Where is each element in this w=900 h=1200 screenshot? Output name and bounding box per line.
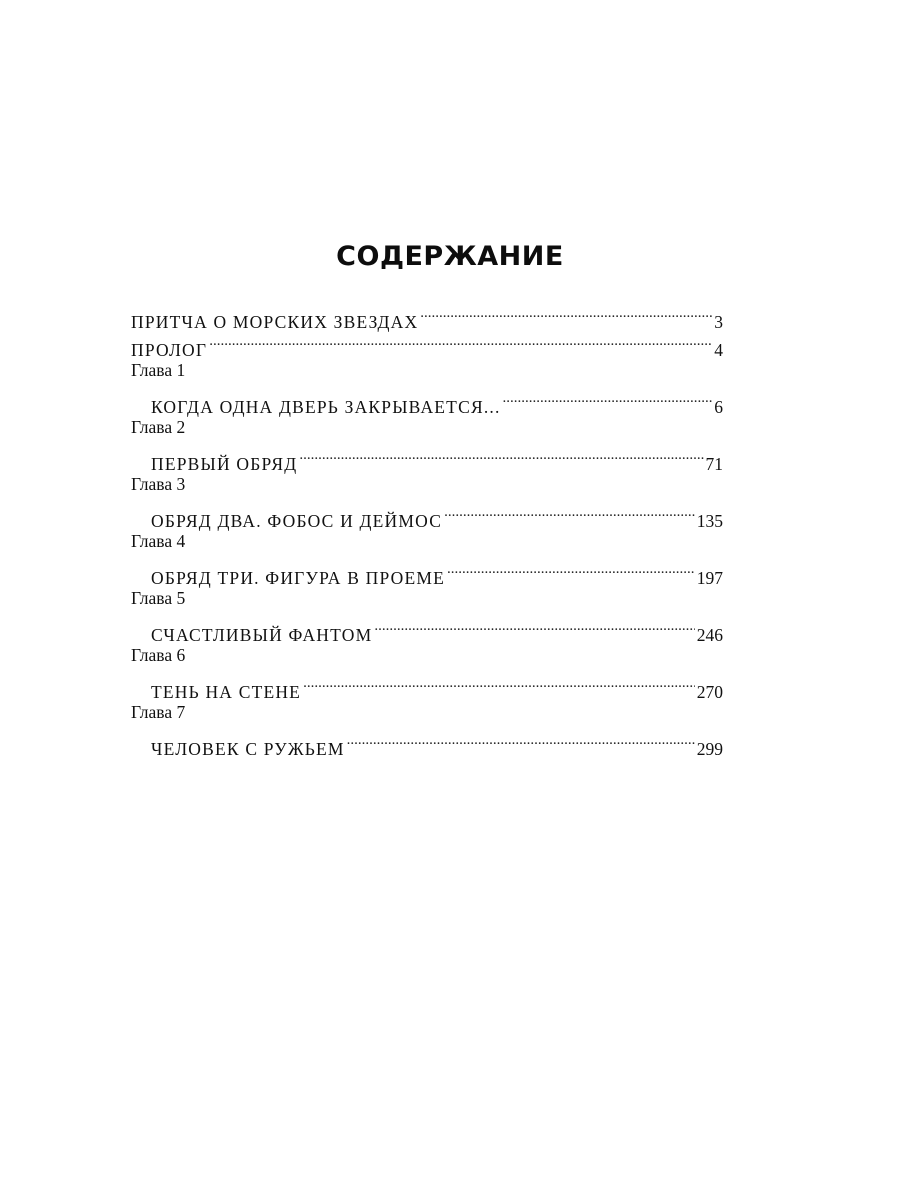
table-of-contents	[131, 299, 723, 759]
toc-entry-chapter-4[interactable]	[131, 556, 723, 588]
toc-entry-parable[interactable]	[131, 299, 723, 332]
toc-entry-title: ТЕНЬ НА СТЕНЕ	[151, 682, 302, 702]
chapter-label-2: Глава 2	[131, 417, 186, 437]
toc-entry-chapter-5[interactable]	[131, 613, 723, 645]
toc-entry-title: ПЕРВЫЙ ОБРЯД	[151, 454, 298, 474]
chapter-label-1: Глава 1	[131, 360, 186, 380]
toc-entry-page: 299	[696, 739, 723, 759]
toc-entry-page: 197	[696, 568, 723, 588]
toc-entry-title: ЧЕЛОВЕК С РУЖЬЕМ	[151, 739, 345, 759]
toc-entry-title: СЧАСТЛИВЫЙ ФАНТОМ	[151, 625, 373, 645]
toc-entry-chapter-6[interactable]	[131, 670, 723, 702]
toc-entry-title: ОБРЯД ТРИ. ФИГУРА В ПРОЕМЕ	[151, 568, 445, 588]
toc-entry-title: ПРИТЧА О МОРСКИХ ЗВЕЗДАХ	[131, 311, 419, 332]
toc-entry-page: 135	[696, 511, 723, 531]
dot-leader	[347, 727, 695, 756]
page-title: СОДЕРЖАНИЕ	[336, 241, 564, 272]
toc-entry-page: 71	[705, 454, 723, 474]
dot-leader	[374, 613, 694, 642]
chapter-label-3: Глава 3	[131, 474, 186, 494]
toc-entry-chapter-2[interactable]	[131, 442, 723, 474]
toc-entry-page: 246	[696, 625, 723, 645]
chapter-label-6: Глава 6	[131, 645, 186, 665]
dot-leader	[303, 670, 695, 699]
toc-entry-title: ОБРЯД ДВА. ФОБОС И ДЕЙМОС	[151, 511, 443, 531]
dot-leader	[420, 299, 712, 328]
chapter-label-7: Глава 7	[131, 702, 186, 722]
toc-entry-chapter-3[interactable]	[131, 499, 723, 531]
toc-entry-title: КОГДА ОДНА ДВЕРЬ ЗАКРЫВАЕТСЯ...	[151, 397, 501, 417]
toc-entry-page: 270	[696, 682, 723, 702]
dot-leader	[444, 499, 695, 528]
toc-entry-page: 6	[714, 397, 723, 417]
toc-entry-prologue[interactable]	[131, 328, 723, 360]
chapter-label-4: Глава 4	[131, 531, 186, 551]
toc-entry-page: 3	[714, 311, 723, 332]
toc-entry-title: ПРОЛОГ	[131, 340, 208, 360]
dot-leader	[209, 328, 712, 357]
chapter-label-5: Глава 5	[131, 588, 186, 608]
toc-entry-chapter-7[interactable]	[131, 727, 723, 759]
toc-entry-chapter-1[interactable]	[131, 385, 723, 417]
dot-leader	[299, 442, 703, 471]
dot-leader	[447, 556, 695, 585]
dot-leader	[503, 385, 713, 414]
toc-entry-page: 4	[714, 340, 723, 360]
